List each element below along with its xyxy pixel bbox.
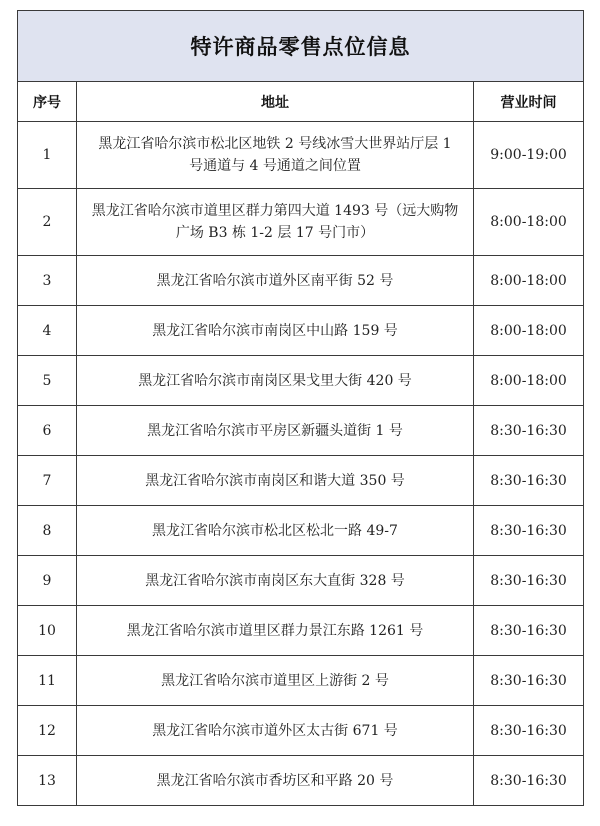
address-cell: 黑龙江省哈尔滨市南岗区果戈里大街 420 号 — [77, 356, 474, 406]
address-cell: 黑龙江省哈尔滨市道外区南平街 52 号 — [77, 256, 474, 306]
table-row — [18, 706, 584, 756]
hours-cell: 9:00-19:00 — [474, 122, 584, 189]
table-row — [18, 656, 584, 706]
table-row — [18, 606, 584, 656]
seq-cell: 4 — [18, 306, 77, 356]
address-cell: 黑龙江省哈尔滨市道里区上游街 2 号 — [77, 656, 474, 706]
address-cell: 黑龙江省哈尔滨市道里区群力景江东路 1261 号 — [77, 606, 474, 656]
hours-cell: 8:30-16:30 — [474, 406, 584, 456]
seq-cell: 8 — [18, 506, 77, 556]
retail-points-table — [17, 10, 584, 806]
table-row — [18, 406, 584, 456]
table-row — [18, 122, 584, 189]
table-row — [18, 506, 584, 556]
header-seq: 序号 — [18, 82, 77, 122]
header-hours: 营业时间 — [474, 82, 584, 122]
hours-cell: 8:30-16:30 — [474, 606, 584, 656]
hours-cell: 8:30-16:30 — [474, 456, 584, 506]
seq-cell: 3 — [18, 256, 77, 306]
seq-cell: 5 — [18, 356, 77, 406]
seq-cell: 12 — [18, 706, 77, 756]
seq-cell: 6 — [18, 406, 77, 456]
hours-cell: 8:00-18:00 — [474, 189, 584, 256]
address-cell: 黑龙江省哈尔滨市香坊区和平路 20 号 — [77, 756, 474, 806]
table-row — [18, 756, 584, 806]
table-header-row — [18, 82, 584, 122]
address-cell: 黑龙江省哈尔滨市南岗区东大直街 328 号 — [77, 556, 474, 606]
address-cell: 黑龙江省哈尔滨市道外区太古街 671 号 — [77, 706, 474, 756]
hours-cell: 8:30-16:30 — [474, 556, 584, 606]
hours-cell: 8:30-16:30 — [474, 756, 584, 806]
seq-cell: 7 — [18, 456, 77, 506]
retail-points-document — [17, 10, 583, 806]
address-cell: 黑龙江省哈尔滨市南岗区中山路 159 号 — [77, 306, 474, 356]
header-address: 地址 — [77, 82, 474, 122]
table-row — [18, 456, 584, 506]
address-cell: 黑龙江省哈尔滨市南岗区和谐大道 350 号 — [77, 456, 474, 506]
address-cell — [77, 189, 474, 256]
table-row — [18, 189, 584, 256]
hours-cell: 8:00-18:00 — [474, 356, 584, 406]
hours-cell: 8:00-18:00 — [474, 256, 584, 306]
address-cell — [77, 122, 474, 189]
address-cell: 黑龙江省哈尔滨市松北区松北一路 49-7 — [77, 506, 474, 556]
hours-cell: 8:00-18:00 — [474, 306, 584, 356]
seq-cell: 9 — [18, 556, 77, 606]
address-cell: 黑龙江省哈尔滨市平房区新疆头道街 1 号 — [77, 406, 474, 456]
table-row — [18, 356, 584, 406]
seq-cell: 2 — [18, 189, 77, 256]
table-row — [18, 256, 584, 306]
seq-cell: 1 — [18, 122, 77, 189]
address-text: 黑龙江省哈尔滨市松北区地铁 2 号线冰雪大世界站厅层 1 号通道与 4 号通道之间位置 — [98, 136, 452, 174]
hours-cell: 8:30-16:30 — [474, 706, 584, 756]
table-title: 特许商品零售点位信息 — [18, 11, 584, 82]
seq-cell: 11 — [18, 656, 77, 706]
seq-cell: 10 — [18, 606, 77, 656]
table-row — [18, 556, 584, 606]
address-text: 黑龙江省哈尔滨市道里区群力第四大道 1493 号（远大购物广场 B3 栋 1-2 层 17 号门市） — [91, 203, 459, 241]
table-row — [18, 306, 584, 356]
hours-cell: 8:30-16:30 — [474, 656, 584, 706]
hours-cell: 8:30-16:30 — [474, 506, 584, 556]
seq-cell: 13 — [18, 756, 77, 806]
